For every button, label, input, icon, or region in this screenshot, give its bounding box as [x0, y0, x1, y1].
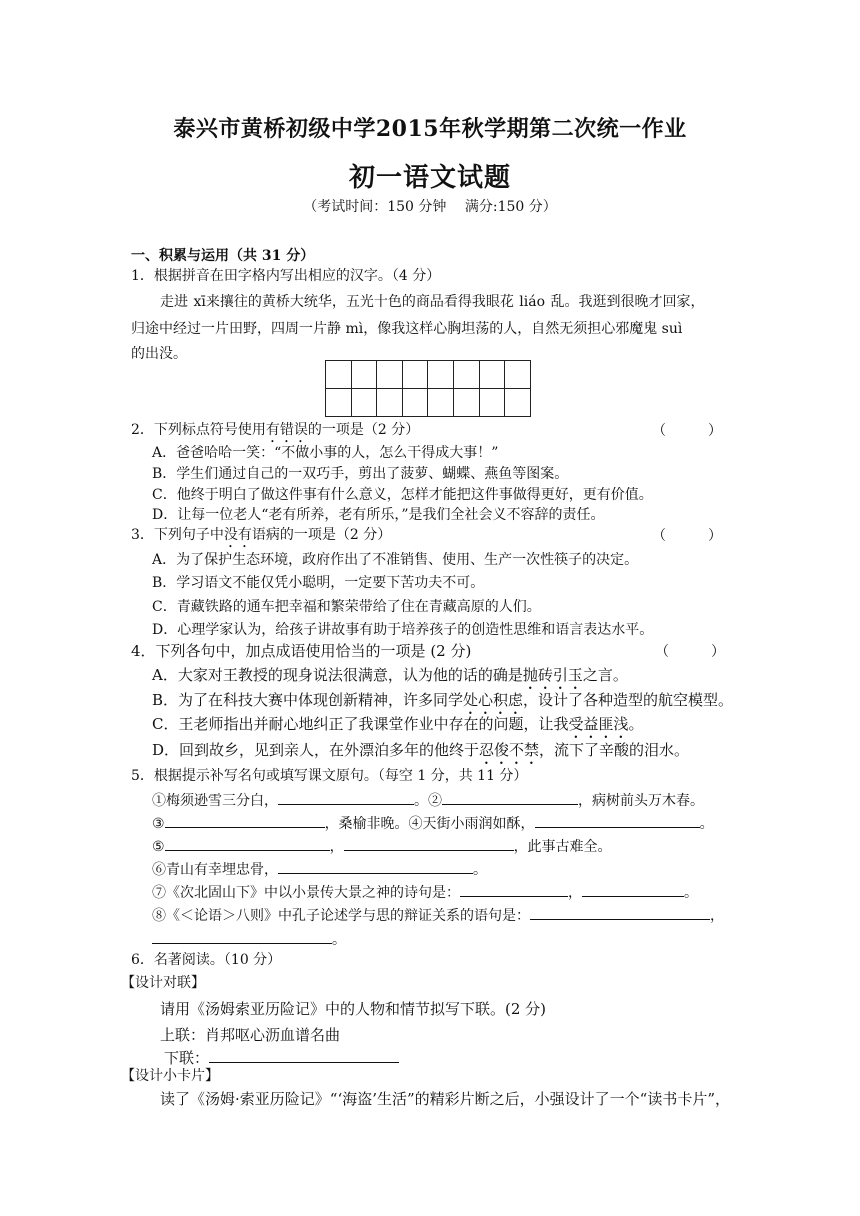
fill-blank[interactable] [535, 813, 700, 828]
q5-line3 [152, 836, 612, 857]
fill-blank[interactable] [165, 836, 330, 851]
q3-stem-text: 3．下列句子中 [131, 527, 224, 543]
q2-option-c: C．他终于明白了做这件事有什么意义，怎样才能把这件事做得更好，更有价值。 [152, 487, 653, 503]
grid-cell[interactable] [453, 389, 479, 417]
q5-line4 [152, 859, 487, 880]
q6-card-heading: 【设计小卡片】 [121, 1068, 219, 1084]
q6-stem: 6．名著阅读。（10 分） [131, 952, 282, 968]
grid-cell[interactable] [351, 389, 377, 417]
q2-stem-text: 2．下列标点符号使用 [131, 422, 266, 438]
q6-lower-line [164, 1047, 399, 1068]
q4-option-text: ，设计了各种造型的航空模型。 [523, 691, 734, 709]
grid-cell[interactable] [428, 361, 454, 389]
grid-cell[interactable] [428, 389, 454, 417]
q6-lower-label: 下联： [164, 1049, 210, 1067]
grid-cell[interactable] [505, 389, 531, 417]
q5-line7 [152, 929, 346, 950]
q6-card-text: 读了《汤姆·索亚历险记》“‘海盗’生活”的精彩片断之后，小强设计了一个“读书卡片”， [160, 1090, 730, 1108]
q5-text: 。 [684, 885, 698, 901]
q2-option-d: D．让每一位老人“老有所养，老有所乐，”是我们全社会义不容辞的责任。 [152, 507, 605, 523]
fill-blank[interactable] [165, 813, 325, 828]
grid-cell[interactable] [505, 361, 531, 389]
q4-option-text: B．为了在科技大赛中体现创新精神，许多同学 [152, 691, 464, 709]
q5-text: 。② [414, 793, 442, 809]
fill-blank[interactable] [460, 882, 568, 897]
q5-text: 。 [332, 932, 346, 948]
q5-line2 [152, 813, 714, 834]
grid-cell[interactable] [351, 361, 377, 389]
q6-couplet-prompt: 请用《汤姆索亚历险记》中的人物和情节拟写下联。(2 分) [160, 1000, 547, 1018]
tianzige-grid [325, 360, 531, 417]
q5-text: 。 [699, 816, 714, 832]
fill-blank[interactable] [442, 790, 578, 805]
q4-option-text: C．王老师指出并耐心地纠正了我课堂作业中存在的问题，让我 [152, 715, 569, 733]
q2-emphasis: 有错误 [265, 422, 308, 438]
grid-cell[interactable] [453, 361, 479, 389]
grid-cell[interactable] [377, 389, 403, 417]
q5-text: ，此事古难全。 [513, 839, 612, 855]
grid-cell[interactable] [479, 389, 505, 417]
q3-option-c: C．青藏铁路的通车把幸福和繁荣带给了住在青藏高原的人们。 [152, 599, 541, 615]
q3-stem [131, 525, 391, 551]
q4-idiom: 受益匪浅 [568, 715, 629, 733]
section-heading: 一、积累与运用（共 31 分） [131, 248, 315, 264]
q1-passage-line2: 归途中经过一片田野，四周一片静 mì，像我这样心胸坦荡的人，自然无须担心邪魔鬼 suì [131, 321, 683, 337]
q3-option-d: D．心理学家认为，给孩子讲故事有助于培养孩子的创造性思维和语言表达水平。 [152, 622, 654, 638]
q5-text: 。 [473, 862, 487, 878]
q3-option-a: A．为了保护生态环境，政府作出了不准销售、使用、生产一次性筷子的决定。 [152, 552, 639, 568]
q4-stem: 4．下列各句中，加点成语使用恰当的一项是 (2 分) [131, 642, 472, 660]
q5-line5 [152, 882, 698, 903]
q6-couplet-heading: 【设计对联】 [121, 975, 205, 991]
q5-stem: 5．根据提示补写名句或填写课文原句。（每空 1 分，共 11 分） [131, 768, 528, 784]
q1-stem: 1．根据拼音在田字格内写出相应的汉字。（4 分） [131, 268, 441, 284]
q4-option-text: A．大家对王教授的现身说法很满意，认为他的话的确是 [152, 666, 523, 684]
fill-blank[interactable] [530, 905, 710, 920]
q6-upper-line: 上联：肖邦呕心沥血谱名曲 [160, 1026, 341, 1044]
q5-text: ， [568, 885, 582, 901]
q5-text: ①梅须逊雪三分白， [152, 793, 278, 809]
q5-text: ， [710, 908, 724, 924]
grid-cell[interactable] [326, 361, 352, 389]
fill-blank[interactable] [209, 1047, 399, 1063]
q3-stem-text: 语病的一项是（2 分） [251, 527, 392, 543]
q2-option-b: B．学生们通过自己的一双巧手，剪出了菠萝、蝴蝶、燕鱼等图案。 [152, 466, 569, 482]
q5-text: ⑦《次北固山下》中以小景传大景之神的诗句是： [152, 885, 460, 901]
q1-passage-line3: 的出没。 [131, 346, 187, 362]
q5-text: ，桑榆非晚。④天街小雨润如酥， [324, 816, 535, 832]
q4-answer-paren[interactable]: （ ） [655, 644, 725, 660]
q5-text: ， [329, 839, 344, 855]
q5-text: ，病树前头万木春。 [578, 793, 704, 809]
q5-text: ⑤ [152, 839, 165, 855]
q1-passage-line1: 走进 xī来攘往的黄桥大统华，五光十色的商品看得我眼花 liáo 乱。我逛到很晚才回家， [160, 294, 705, 310]
fill-blank[interactable] [582, 882, 684, 897]
q5-text: ③ [152, 816, 165, 832]
q3-answer-paren[interactable]: （ ） [652, 528, 722, 544]
q4-idiom: 忍俊不禁 [479, 741, 540, 759]
q4-idiom: 处心积虑 [463, 691, 524, 709]
grid-cell[interactable] [479, 361, 505, 389]
q5-line6 [152, 905, 724, 926]
fill-blank[interactable] [152, 929, 332, 944]
grid-cell[interactable] [402, 361, 428, 389]
q4-option-c [152, 713, 644, 742]
q2-option-a: A．爸爸哈哈一笑：“不做小事的人，怎么干得成大事！” [152, 445, 499, 461]
fill-blank[interactable] [344, 836, 514, 851]
exam-info: （考试时间：150 分钟 满分:150 分） [303, 199, 557, 215]
fill-blank[interactable] [278, 790, 414, 805]
q4-option-text: 之言。 [582, 666, 628, 684]
q4-option-text: D．回到故乡，见到亲人，在外漂泊多年的他终于 [152, 741, 480, 759]
exam-title: 初一语文试题 [348, 163, 511, 193]
q5-text: ⑥青山有幸埋忠骨， [152, 862, 278, 878]
grid-cell[interactable] [326, 389, 352, 417]
q4-option-d [152, 739, 689, 768]
q4-option-text: 。 [628, 715, 644, 733]
school-title: 泰兴市黄桥初级中学2015年秋学期第二次统一作业 [173, 116, 687, 142]
q3-emphasis: 没有 [223, 527, 252, 543]
fill-blank[interactable] [278, 859, 473, 874]
q3-option-b: B．学习语文不能仅凭小聪明，一定要下苦功夫不可。 [152, 575, 485, 591]
grid-cell[interactable] [377, 361, 403, 389]
q5-line1 [152, 790, 704, 811]
grid-cell[interactable] [402, 389, 428, 417]
q4-idiom: 抛砖引玉 [522, 666, 583, 684]
q2-stem-text: 的一项是（2 分） [307, 422, 420, 438]
q5-text: ⑧《＜论语＞八则》中孔子论述学与思的辩证关系的语句是： [152, 908, 530, 924]
q4-option-text: ，流下了辛酸的泪水。 [539, 741, 690, 759]
q2-answer-paren[interactable]: （ ） [652, 423, 722, 439]
